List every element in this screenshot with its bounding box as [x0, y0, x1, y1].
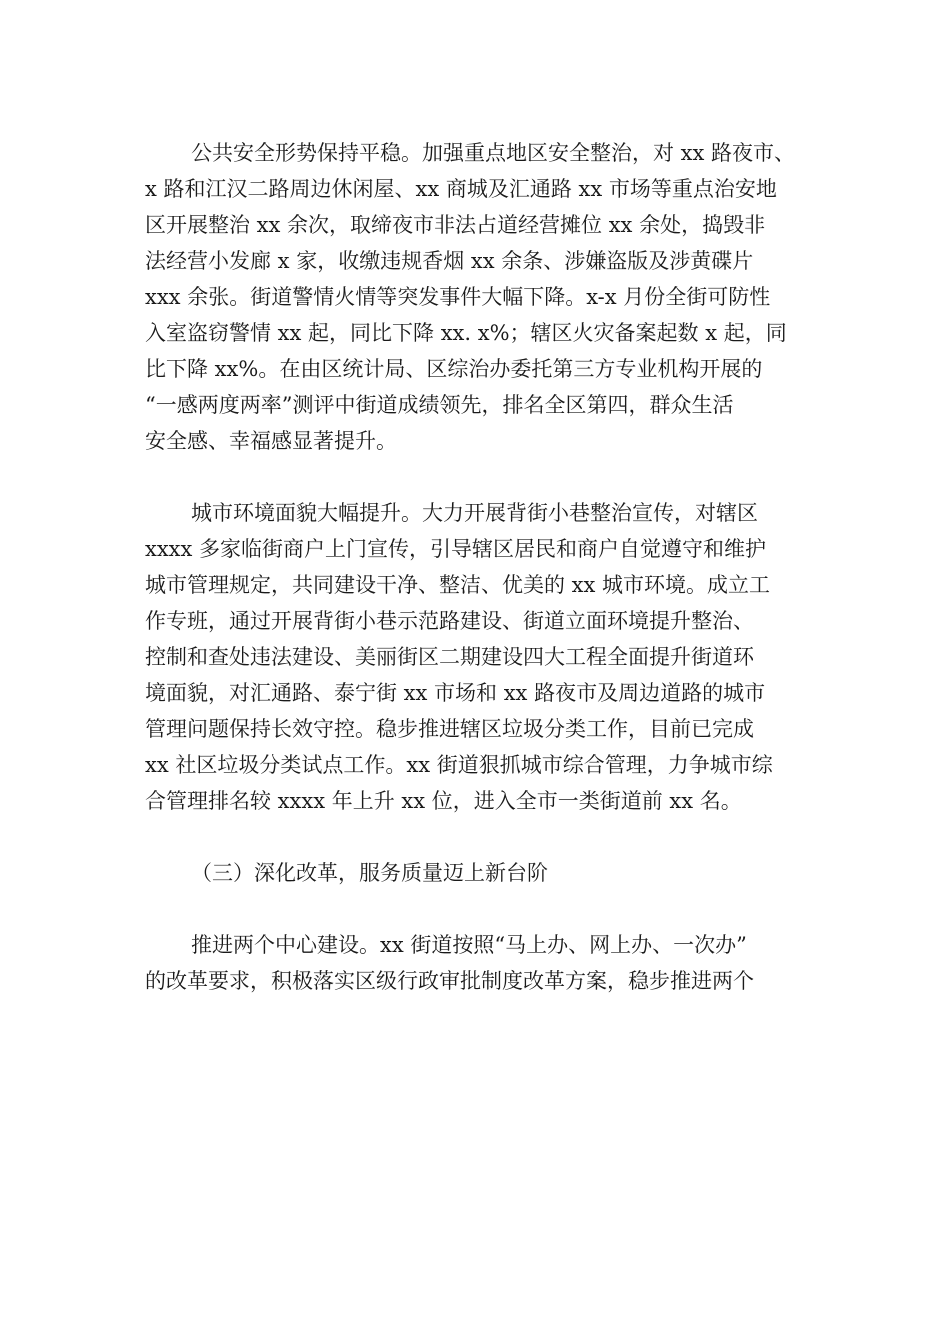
paragraph-line: 的改革要求，积极落实区级行政审批制度改革方案，稳步推进两个: [145, 969, 754, 993]
paragraph-line: 法经营小发廊 x 家，收缴违规香烟 xx 余条、涉嫌盗版及涉黄碟片: [145, 249, 754, 273]
paragraph-city-environment: [145, 495, 805, 819]
paragraph-line: 公共安全形势保持平稳。加强重点地区安全整治，对 xx 路夜市、: [191, 141, 796, 165]
paragraph-line: xxxx 多家临街商户上门宣传，引导辖区居民和商户自觉遵守和维护: [145, 537, 767, 561]
paragraph-line: xxx 余张。街道警情火情等突发事件大幅下降。x-x 月份全街可防性: [145, 285, 771, 309]
paragraph-line: 比下降 xx%。在由区统计局、区综治办委托第三方专业机构开展的: [145, 357, 763, 381]
document-body: [145, 135, 805, 999]
paragraph-public-safety: [145, 135, 805, 459]
paragraph-line: x 路和江汉二路周边休闲屋、xx 商城及汇通路 xx 市场等重点治安地: [145, 177, 777, 201]
paragraph-line: 合管理排名较 xxxx 年上升 xx 位，进入全市一类街道前 xx 名。: [145, 789, 742, 813]
paragraph-line: 城市环境面貌大幅提升。大力开展背街小巷整治宣传，对辖区: [191, 501, 758, 525]
paragraph-line: 作专班，通过开展背街小巷示范路建设、街道立面环境提升整治、: [145, 609, 754, 633]
paragraph-line: 推进两个中心建设。xx 街道按照“马上办、网上办、一次办”: [191, 933, 747, 957]
paragraph-line: 区开展整治 xx 余次，取缔夜市非法占道经营摊位 xx 余处，捣毁非: [145, 213, 766, 237]
paragraph-spacer: [145, 819, 805, 855]
paragraph-spacer: [145, 459, 805, 495]
paragraph-line: 城市管理规定，共同建设干净、整洁、优美的 xx 城市环境。成立工: [145, 573, 771, 597]
paragraph-two-centers: [145, 927, 805, 999]
paragraph-line: 安全感、幸福感显著提升。: [145, 429, 397, 453]
paragraph-line: 境面貌，对汇通路、泰宁街 xx 市场和 xx 路夜市及周边道路的城市: [145, 681, 766, 705]
paragraph-line: xx 社区垃圾分类试点工作。xx 街道狠抓城市综合管理，力争城市综: [145, 753, 773, 777]
paragraph-line: 控制和查处违法建设、美丽街区二期建设四大工程全面提升街道环: [145, 645, 754, 669]
paragraph-spacer: [145, 891, 805, 927]
section-heading: （三）深化改革，服务质量迈上新台阶: [191, 861, 548, 885]
paragraph-line: “一感两度两率”测评中街道成绩领先，排名全区第四，群众生活: [145, 393, 734, 417]
paragraph-line: 管理问题保持长效守控。稳步推进辖区垃圾分类工作，目前已完成: [145, 717, 754, 741]
paragraph-line: 入室盗窃警情 xx 起，同比下降 xx. x%；辖区火灾备案起数 x 起，同: [145, 321, 787, 345]
